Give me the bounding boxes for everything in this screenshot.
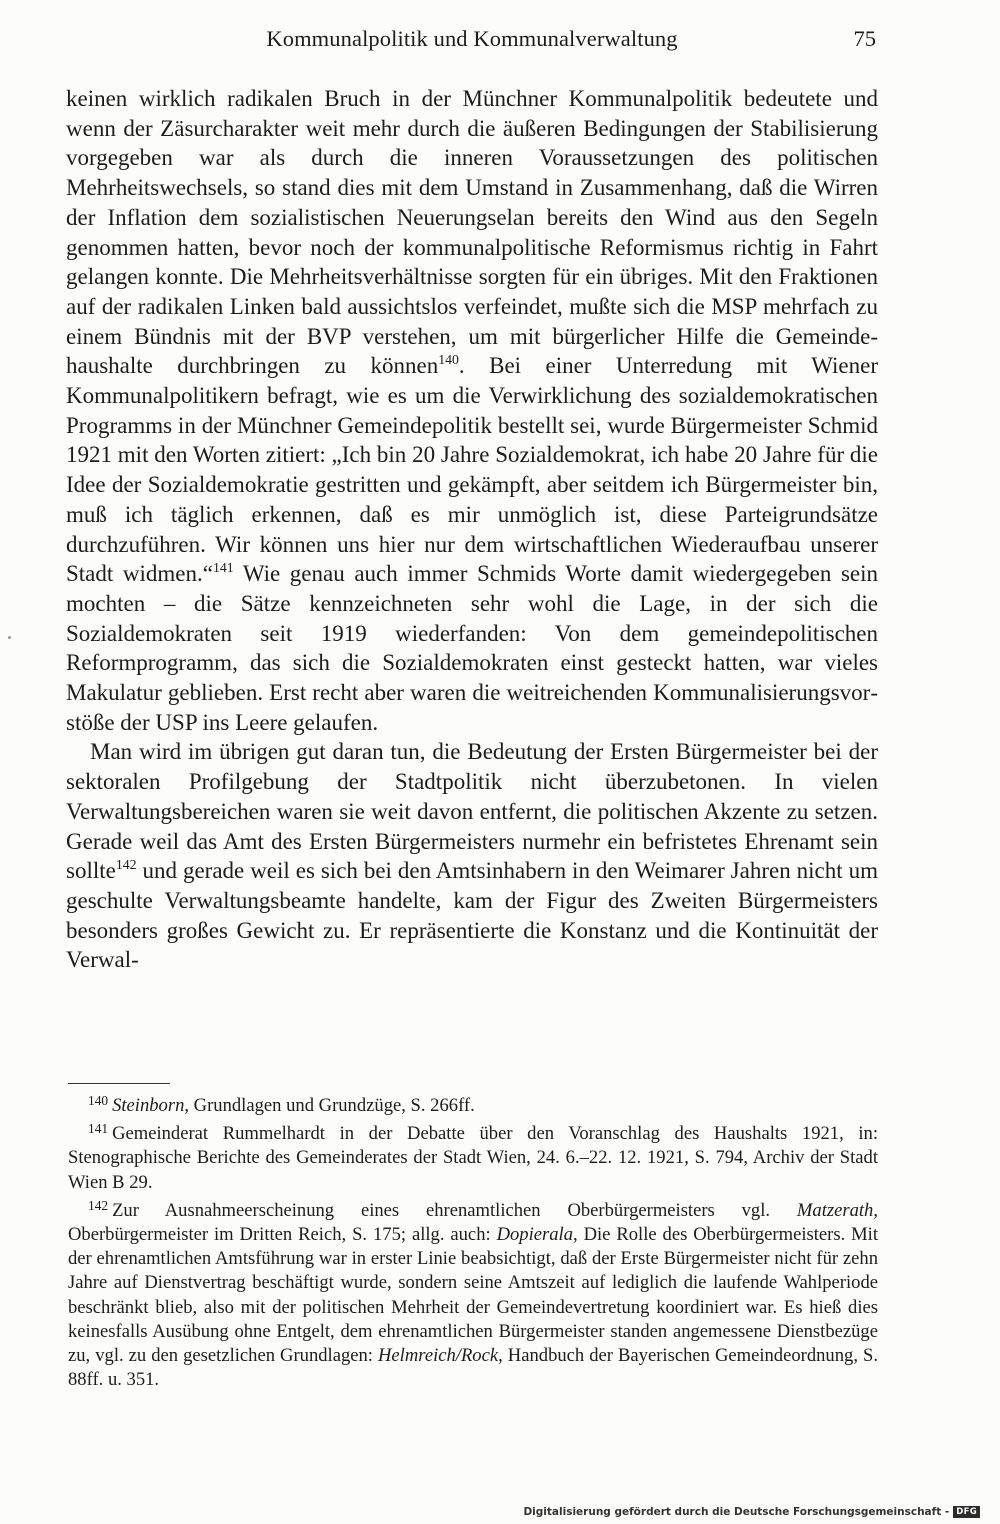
dfg-logo-icon: DFG xyxy=(953,1506,980,1518)
footnote-ref-140[interactable]: 140 xyxy=(438,352,459,368)
footnote-141 xyxy=(68,1122,878,1195)
page-number: 75 xyxy=(853,26,876,51)
footnote-number: 141 xyxy=(88,1121,109,1137)
footnote-number: 142 xyxy=(88,1197,109,1213)
footnote-142 xyxy=(68,1199,878,1393)
digitization-credit xyxy=(523,1505,980,1519)
footnote-author: Steinborn xyxy=(112,1095,185,1116)
text-run: Man wird im übrigen gut daran tun, die Bedeutung der Ersten Bürgermeister bei der sektoralen Profilgebung der Stadtpolitik nicht überzubetonen. In vielen Verwaltungsbereichen waren sie weit davon entfernt, die politischen Akzente zu setzen. Gerade weil das Amt des Ersten Bürgermeisters nurmehr ein befristetes Ehrenamt sein sollte xyxy=(66,739,878,884)
paragraph xyxy=(66,84,878,737)
digitization-note: Digitalisierung gefördert durch die Deutsche Forschungsgemeinschaft - xyxy=(523,1506,950,1518)
footnote-text: , Grundlagen und Grundzüge, S. 266ff. xyxy=(184,1095,475,1116)
footnote-author: Matzerath xyxy=(796,1199,874,1221)
footnote-author: Helmreich/Rock xyxy=(378,1345,499,1367)
text-run: Wie genau auch immer Schmids Worte damit wiedergegeben sein mochten – die Sätze kennzeichneten sehr wohl die Lage, in der sich die Sozialdemokraten seit 1919 wiederfanden: Von dem gemeindepolitischen Reformprogramm, das sich die Sozialdemokraten einst gesteckt hatten, war vieles Makulatur geblieben. Erst recht aber waren die weitreichenden Kommunalisierungsvorstöße der USP ins Leere gelaufen. xyxy=(66,561,878,735)
running-head xyxy=(66,26,878,58)
footnote-ref-142[interactable]: 142 xyxy=(115,857,137,873)
running-title: Kommunalpolitik und Kommunalverwaltung xyxy=(266,26,678,51)
text-run: keinen wirklich radikalen Bruch in der Münchner Kommunalpolitik bedeutete und wenn der Zäsurcharakter weit mehr durch die äußeren Bedingungen der Stabilisierung vorgegeben war als durch die inneren Voraussetzungen des politischen Mehrheitswechsels, so stand dies mit dem Umstand in Zusammenhang, daß die Wirren der Inflation dem sozialistischen Neuerungselan bereits den Wind aus den Segeln genommen hatten, bevor noch der kommunalpolitische Reformismus richtig in Fahrt gelangen konnte. Die Mehrheitsverhältnisse sorgten für ein übriges. Mit den Fraktionen auf der radikalen Linken bald aussichtslos verfeindet, mußte sich die MSP mehrfach zu einem Bündnis mit der BVP verstehen, um mit bürgerlicher Hilfe die Gemeindehaushalte durchbringen zu können xyxy=(66,86,878,379)
footnote-140 xyxy=(68,1094,878,1118)
text-run: . Bei einer Unterredung mit Wiener Kommunalpolitikern befragt, wie es um die Verwirklichung des sozialdemokratischen Programms in der Münchner Gemeindepolitik bestellt sei, wurde Bürgermeister Schmid 1921 mit den Worten zitiert: „Ich bin 20 Jahre Sozialdemokrat, ich habe 20 Jahre für die Idee der Sozialdemokratie gestritten und gekämpft, aber seitdem ich Bürgermeister bin, muß ich täglich erkennen, daß es mir unmöglich ist, diese Parteigrundsätze durchzuführen. Wir können uns hier nur dem wirtschaftlichen Wiederaufbau unserer Stadt widmen.“ xyxy=(66,353,878,587)
footnote-ref-141[interactable]: 141 xyxy=(212,560,234,576)
footnote-text: , Die Rolle des Oberbürgermeisters. Mit der ehrenamtlichen Amtsführung war in erster Linie beabsichtigt, daß der Erste Bürgermeister nicht für zehn Jahre auf Dienstvertrag beschäftigt wurde, sondern seine Amtszeit auf lediglich die laufende Wahlperiode beschränkt blieb, also mit der politischen Mehrheit der Gemeindevertretung koordiniert war. Es hieß dies keinesfalls Ausübung ohne Entgelt, dem ehrenamtlichen Bürgermeister standen angemessene Dienstbezüge zu, vgl. zu den gesetzlichen Grundlagen: xyxy=(68,1224,878,1367)
main-text xyxy=(66,84,878,975)
footnote-text: , Handbuch der Bayerischen Gemeindeordnung, S. 88ff. u. 351. xyxy=(68,1345,878,1391)
footnote-text: Gemeinderat Rummelhardt in der Debatte über den Voranschlag des Haushalts 1921, in: Stenographische Berichte des Gemeinderates der Stadt Wien, 24. 6.–22. 12. 1921, S. 794, Archiv der Stadt Wien B 29. xyxy=(68,1123,878,1193)
paragraph xyxy=(66,737,878,975)
scan-speck xyxy=(8,636,11,639)
footnote-text: , Oberbürgermeister im Dritten Reich, S. 175; allg. auch: xyxy=(68,1199,878,1246)
footnote-author: Dopierala xyxy=(496,1224,574,1246)
footnotes xyxy=(68,1094,878,1396)
footnote-number: 140 xyxy=(88,1092,109,1108)
footnote-text: Zur Ausnahmeerscheinung eines ehrenamtlichen Oberbürgermeisters vgl. xyxy=(112,1199,797,1221)
footnote-separator xyxy=(68,1083,170,1084)
text-run: und gerade weil es sich bei den Amtsinhabern in den Weimarer Jahren nicht um geschulte Verwaltungsbeamte handelte, kam der Figur des Zweiten Bürgermeisters besonders großes Gewicht zu. Er repräsentierte die Konstanz und die Kontinuität der Verwal- xyxy=(66,858,878,973)
